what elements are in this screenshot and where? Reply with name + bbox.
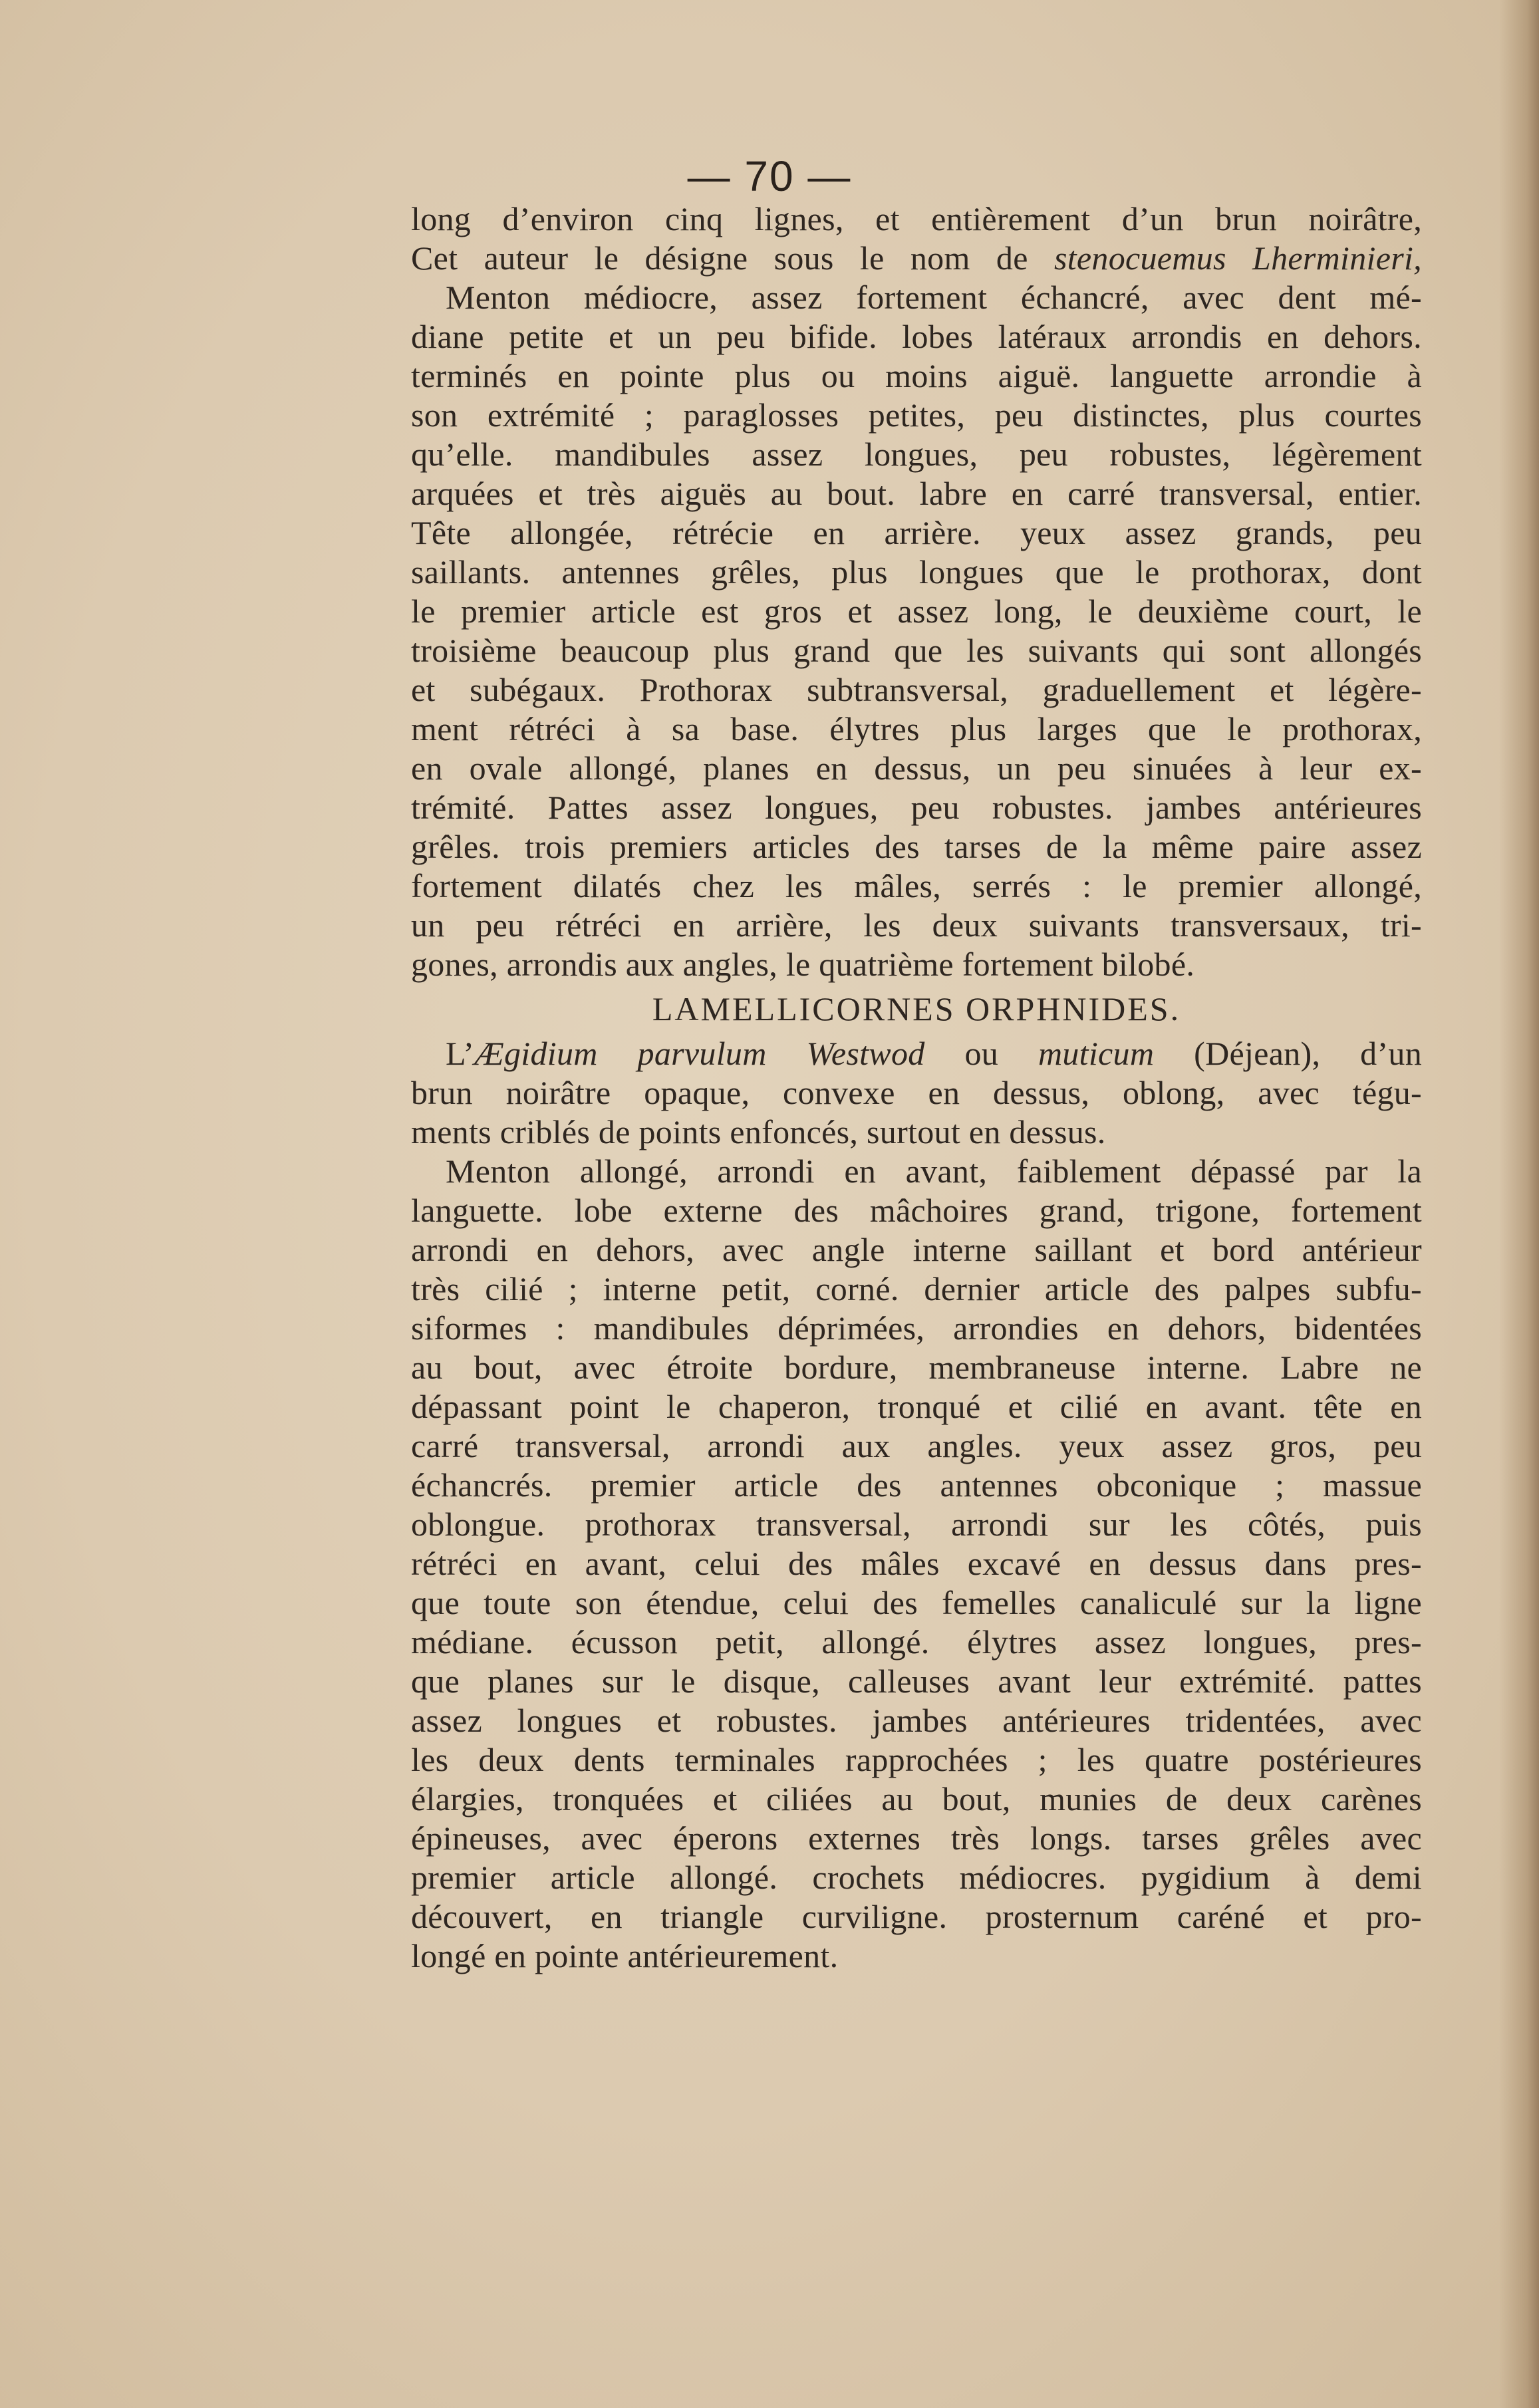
- page-number: — 70 —: [687, 152, 852, 200]
- text-line: et subégaux. Prothorax subtransversal, graduellement et légère-: [411, 671, 1422, 708]
- text-line: arrondi en dehors, avec angle interne saillant et bord antérieur: [411, 1231, 1422, 1268]
- text-line: dépassant point le chaperon, tronqué et cilié en avant. tête en: [411, 1388, 1422, 1425]
- text-line: L’Ægidium parvulum Westwod ou muticum (Déjean), d’un: [446, 1035, 1422, 1072]
- text-line: Tête allongée, rétrécie en arrière. yeux assez grands, peu: [411, 514, 1422, 551]
- text-line: que planes sur le disque, calleuses avant leur extrémité. pattes: [411, 1663, 1422, 1700]
- text-line: troisième beaucoup plus grand que les suivants qui sont allongés: [411, 632, 1422, 669]
- text-line: épineuses, avec éperons externes très longs. tarses grêles avec: [411, 1819, 1422, 1857]
- text-line: que toute son étendue, celui des femelles canaliculé sur la ligne: [411, 1584, 1422, 1621]
- text-line: rétréci en avant, celui des mâles excavé en dessus dans pres-: [411, 1545, 1422, 1582]
- text-line: diane petite et un peu bifide. lobes latéraux arrondis en dehors.: [411, 318, 1422, 355]
- text-line: au bout, avec étroite bordure, membraneuse interne. Labre ne: [411, 1349, 1422, 1386]
- text-line: carré transversal, arrondi aux angles. yeux assez gros, peu: [411, 1427, 1422, 1464]
- species-name: Ægidium parvulum Westwod: [474, 1035, 925, 1072]
- text-line: terminés en pointe plus ou moins aiguë. languette arrondie à: [411, 357, 1422, 394]
- text-line: échancrés. premier article des antennes obconique ; massue: [411, 1466, 1422, 1504]
- text-line: très cilié ; interne petit, corné. dernier article des palpes subfu-: [411, 1270, 1422, 1307]
- text-line: longé en pointe antérieurement.: [411, 1937, 839, 1974]
- text-line: gones, arrondis aux angles, le quatrième fortement bilobé.: [411, 946, 1195, 983]
- text-line: premier article allongé. crochets médiocres. pygidium à demi: [411, 1859, 1422, 1896]
- text-line: saillants. antennes grêles, plus longues que le prothorax, dont: [411, 553, 1422, 591]
- text-line: en ovale allongé, planes en dessus, un peu sinuées à leur ex-: [411, 749, 1422, 787]
- text-line: brun noirâtre opaque, convexe en dessus, oblong, avec tégu-: [411, 1074, 1422, 1111]
- text-line: médiane. écusson petit, allongé. élytres assez longues, pres-: [411, 1623, 1422, 1661]
- species-name: stenocuemus Lherminieri,: [1053, 239, 1422, 277]
- text-line: qu’elle. mandibules assez longues, peu robustes, légèrement: [411, 436, 1422, 473]
- text-line: trémité. Pattes assez longues, peu robustes. jambes antérieures: [411, 789, 1422, 826]
- text-line: un peu rétréci en arrière, les deux suivants transversaux, tri-: [411, 906, 1422, 944]
- text-line: découvert, en triangle curviligne. prosternum caréné et pro-: [411, 1898, 1422, 1935]
- body-text: [411, 200, 1422, 1976]
- text-line: arquées et très aiguës au bout. labre en carré transversal, entier.: [411, 475, 1422, 512]
- text-line: fortement dilatés chez les mâles, serrés : le premier allongé,: [411, 867, 1422, 904]
- text-line: élargies, tronquées et ciliées au bout, munies de deux carènes: [411, 1780, 1422, 1817]
- text-line: ments criblés de points enfoncés, surtout en dessus.: [411, 1113, 1106, 1150]
- text-line: oblongue. prothorax transversal, arrondi sur les côtés, puis: [411, 1506, 1422, 1543]
- page-edge-shadow: [1499, 0, 1539, 2408]
- text-line: long d’environ cinq lignes, et entièrement d’un brun noirâtre,: [411, 200, 1422, 237]
- text-line: assez longues et robustes. jambes antérieures tridentées, avec: [411, 1702, 1422, 1739]
- text-line: languette. lobe externe des mâchoires grand, trigone, fortement: [411, 1192, 1422, 1229]
- text-line: Menton allongé, arrondi en avant, faiblement dépassé par la: [446, 1152, 1422, 1190]
- text-line: les deux dents terminales rapprochées ; les quatre postérieures: [411, 1741, 1422, 1778]
- text-line: Menton médiocre, assez fortement échancré, avec dent mé-: [446, 279, 1422, 316]
- text-line: Cet auteur le désigne sous le nom de stenocuemus Lherminieri,: [411, 239, 1422, 277]
- text-line: le premier article est gros et assez long, le deuxième court, le: [411, 593, 1422, 630]
- section-heading: LAMELLICORNES ORPHNIDES.: [652, 990, 1181, 1027]
- text-line: ment rétréci à sa base. élytres plus larges que le prothorax,: [411, 710, 1422, 747]
- text-line: siformes : mandibules déprimées, arrondies en dehors, bidentées: [411, 1309, 1422, 1347]
- species-name: muticum: [1038, 1035, 1155, 1072]
- text-line: son extrémité ; paraglosses petites, peu distinctes, plus courtes: [411, 396, 1422, 434]
- text-line: grêles. trois premiers articles des tarses de la même paire assez: [411, 828, 1422, 865]
